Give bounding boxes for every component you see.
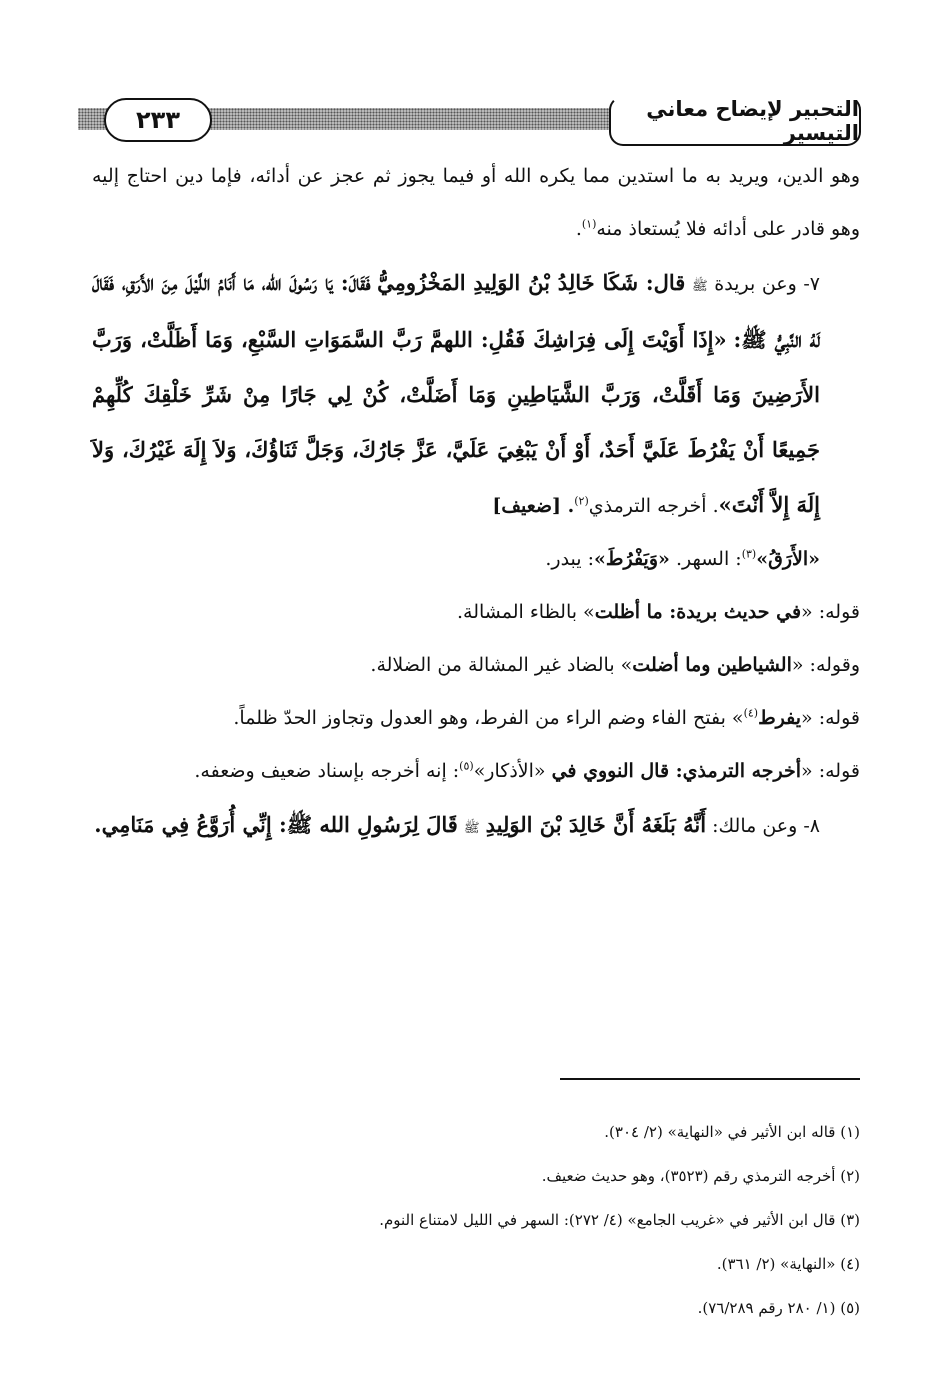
footnote-ref: (٥) (459, 759, 474, 773)
paragraph-continuation: وهو الدين، ويريد به ما استدين مما يكره الله أو فيما يجوز ثم عجز عن أدائه، فإما دين احتاج إليه وهو قادر على أدائه فلا يُستعاذ منه$^{(١)}$. (92, 165, 860, 240)
honorific-glyph: ﷺ (691, 279, 708, 294)
commentary-note-1: قوله: «في حديث بريدة: ما أظلت» بالظاء المشالة. (457, 601, 860, 623)
footnote-3: (٣) قال ابن الأثير في «غريب الجامع» (٤/ ٢٧٢): السهر في الليل لامتناع النوم. (379, 1211, 860, 1229)
book-title: التحبير لإيضاح معاني التيسير (609, 96, 861, 146)
footnote-2: (٢) أخرجه الترمذي رقم (٣٥٢٣)، وهو حديث ضعيف. (541, 1167, 860, 1185)
commentary-note-4: قوله: «أخرجه الترمذي: قال النووي في «الأذكار»$^{(٥)}$: إنه أخرجه بإسناد ضعيف وضعفه. (194, 759, 860, 782)
footnote-5: (٥) (١/ ٢٨٠ رقم ٧٦/٢٨٩). (697, 1299, 860, 1317)
commentary-note-3: قوله: «يفرط$^{(٤)}$» بفتح الفاء وضم الراء من الفرط، وهو العدول وتجاوز الحدّ ظلماً. (233, 706, 860, 729)
hadith-number: ٧- وعن بريدة (714, 273, 821, 295)
honorific-glyph: ﷺ (463, 821, 480, 836)
running-header (78, 96, 861, 146)
main-text (92, 150, 860, 855)
hadith-source: . أخرجه الترمذي (588, 495, 719, 517)
hadith-7: ٧- وعن بريدة ﷺ قال: شَكَا خَالِدُ بْنُ الوَلِيدِ المَخْزُومِيُّ فَقَالَ: يَا رَسُولَ الله، مَا أَنَامُ اللَّيْلَ مِنَ الأَرَقِ، فَقَالَ لَهُ النَّبِيُّ ﷺ: «إِذَا أَوَيْتَ إِلَى فِرَاشِكَ فَقُلِ: اللهمَّ رَبَّ السَّمَوَاتِ السَّبْعِ، وَمَا أَظَلَّتْ، وَرَبَّ الأَرَضِينَ وَمَا أَقَلَّتْ، وَرَبَّ الشَّيَاطِينِ وَمَا أَضَلَّتْ، كُنْ لِي جَارًا مِنْ شَرِّ خَلْقِكَ كُلِّهِمْ جَمِيعًا أَنْ يَفْرُطَ عَلَيَّ أَحَدٌ، أَوْ أَنْ يَبْغِيَ عَلَيَّ، عَزَّ جَارُكَ، وَجَلَّ ثَنَاؤُكَ، وَلاَ إِلَهَ غَيْرُكَ، وَلاَ إِلَهَ إِلاَّ أَنْتَ». أخرجه الترمذي$^{(٢)}$. [ضعيف] (92, 270, 821, 517)
hadith-number: ٨- وعن مالك: (712, 815, 820, 837)
footnote-separator (560, 1078, 860, 1080)
hadith-grade: . [ضعيف] (492, 495, 575, 517)
gloss-line: «الأَرَقُ»$^{(٣)}$: السهر. «وَيَفْرُطَ»: يبدر. (545, 547, 820, 570)
footnote-ref: (٣) (741, 547, 757, 561)
hadith-8: ٨- وعن مالك: أَنَّهُ بَلَغَهُ أَنَّ خَالِدَ بْنَ الوَلِيدِ ﷺ قَالَ لِرَسُولِ الله ﷺ: إِنِّي أُرَوَّعُ فِي مَنَامِي. (94, 812, 820, 837)
footnote-ref: (١) (581, 217, 597, 231)
footnote-1: (١) قاله ابن الأثير في «النهاية» (٢/ ٣٠٤). (604, 1123, 860, 1141)
footnote-4: (٤) «النهاية» (٢/ ٣٦١). (716, 1255, 860, 1273)
footnote-ref: (٤) (743, 706, 759, 720)
footnotes (92, 1110, 860, 1330)
commentary-note-2: وقوله: «الشياطين وما أضلت» بالضاد غير المشالة من الضلالة. (370, 654, 860, 676)
page-number: ٢٣٣ (104, 98, 212, 142)
hadith-quote: «إِذَا أَوَيْتَ إِلَى فِرَاشِكَ فَقُلِ: اللهمَّ رَبَّ السَّمَوَاتِ السَّبْعِ، وَمَا أَظَلَّتْ، وَرَبَّ الأَرَضِينَ وَمَا أَقَلَّتْ، وَرَبَّ الشَّيَاطِينِ وَمَا أَضَلَّتْ، كُنْ لِي جَارًا مِنْ شَرِّ خَلْقِكَ كُلِّهِمْ جَمِيعًا أَنْ يَفْرُطَ عَلَيَّ أَحَدٌ، أَوْ أَنْ يَبْغِيَ عَلَيَّ، عَزَّ جَارُكَ، وَجَلَّ ثَنَاؤُكَ، وَلاَ إِلَهَ غَيْرُكَ، وَلاَ إِلَهَ إِلاَّ أَنْتَ» (92, 327, 820, 517)
footnote-ref: (٢) (574, 494, 589, 508)
